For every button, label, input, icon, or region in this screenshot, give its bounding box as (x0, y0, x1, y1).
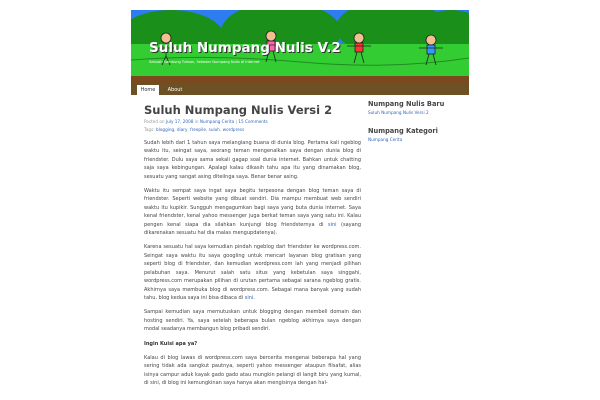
page-wrapper (131, 0, 469, 400)
top-navigation (131, 84, 469, 95)
in-label: in (194, 119, 199, 124)
widget-title-recent-posts: Numpang Nulis Baru (368, 100, 445, 108)
paragraph: Sampai kemudian saya memutuskan untuk blogging dengan membeli domain dan hosting sendiri. Ya, saya setelah beberapa bulan ngeblog akhirnya saya dengan modal seadanya membangun blog pribadi sendiri. (144, 309, 361, 333)
paragraph: Kalau di blog lawas di wordpress.com saya bercerita mengenai beberapa hal yang sering tidak ada sangkut pautnya, seperti yahoo messenger ataupun filsafat, alias isinya campur aduk kayak gado gado atau mungkin pelangi di langit biru yang kumal, di sini, di blog ini kemungkinan saya hanya akan mengisinya dengan hal- (144, 354, 361, 387)
paragraph-text: Karena sesuatu hal saya kemudian pindah ngeblog dari friendster ke wordpress.com. Seingat saya waktu itu saya googling untuk mencari layanan blog gratisan yang seperti blog di friendster, dan kemudian wordpress.com lah yang menjadi pilihan pelabuhan saya. Menurut salah satu situs yang kebetulan saya singgahi, wordpress.com merupakan pilihan di urutan pertama sebagai sarana ngeblog gratis. Akhirnya saya membuka blog di wordpress.com. Sebagai mana banyak yang sudah tahu, blog kedua saya ini bisa dibaca di (144, 244, 361, 301)
widget-title-categories: Numpang Kategori (368, 127, 438, 135)
sidebar (368, 100, 463, 154)
post-title[interactable]: Suluh Numpang Nulis Versi 2 (144, 103, 333, 117)
post-tags: Tags: blogging, diary, freepile, suluh, wordpress (144, 127, 245, 132)
nav-home[interactable]: Home (137, 85, 159, 95)
tag-link[interactable]: wordpress (222, 127, 245, 132)
paragraph: Sudah lebih dari 1 tahun saya melanglang buana di dunia blog. Pertama kali ngeblog waktu itu, seingat saya, seorang teman mengenalkan saya dengan dunia blog di friendster. Dulu saya sama sekali gagap soal dunia internet. Bahkan untuk chatting saja saya kebingungan. Apalagi kalau dikasih tahu apa itu yang dinamakan blog, sesuatu yang sangat asing diteilnga saya. Benar benar asing. (144, 140, 361, 180)
main-content (144, 103, 361, 394)
category-link[interactable]: Numpang Cerita (368, 137, 403, 142)
tag-link[interactable]: freepile (190, 127, 206, 132)
site-description: Sebuah Sambung Tulisan, Sekedar Numpang Nulis di Internet (149, 60, 260, 64)
site-title[interactable]: Suluh Numpang Nulis V.2 (149, 40, 341, 56)
meta-separator: | (235, 119, 238, 124)
friendster-blog-link[interactable]: sini (328, 221, 337, 228)
posted-on-label: Posted on (144, 119, 165, 124)
tag-link[interactable]: suluh (208, 127, 220, 132)
header-banner (131, 10, 469, 84)
post-date-link[interactable]: July 17, 2008 (165, 119, 194, 124)
paragraph (144, 187, 361, 237)
tags-label: Tags: (144, 127, 155, 132)
post-body (144, 139, 361, 388)
post-category-link[interactable]: Numpang Cerita (199, 119, 235, 124)
paragraph-text: Waktu itu sempat saya ingat saya begitu terpesona dengan blog teman saya di friendster. Seperti website yang dibuat sendiri. Dia mampu membuat web sendiri waktu itu kupikir. Sungguh mengagumkan bagi saya yang buta dunia internet. Saya kenal friendster, kenal yahoo messenger juga berkat teman saya yang satu ini. Kalau pengen kenal siapa dia silahkan kunjungi blog friendsternya di (144, 188, 361, 228)
post-meta (144, 119, 361, 125)
wordpress-blog-link[interactable]: sini (244, 294, 254, 301)
section-heading: Ingin Kuisi apa ya? (144, 340, 198, 347)
nav-about[interactable]: About (167, 87, 183, 93)
tag-link[interactable]: blogging (156, 127, 175, 132)
paragraph-text: (sayang dikarenakan sesuatu hal dia malas mengupdatenya). (144, 221, 362, 237)
recent-post-link[interactable]: Suluh Numpang Nulis Versi 2 (368, 110, 429, 115)
paragraph (144, 243, 361, 302)
post-comments-link[interactable]: 15 Comments (238, 119, 268, 124)
paragraph-text: . (253, 294, 255, 301)
tag-link[interactable]: diary (176, 127, 188, 132)
